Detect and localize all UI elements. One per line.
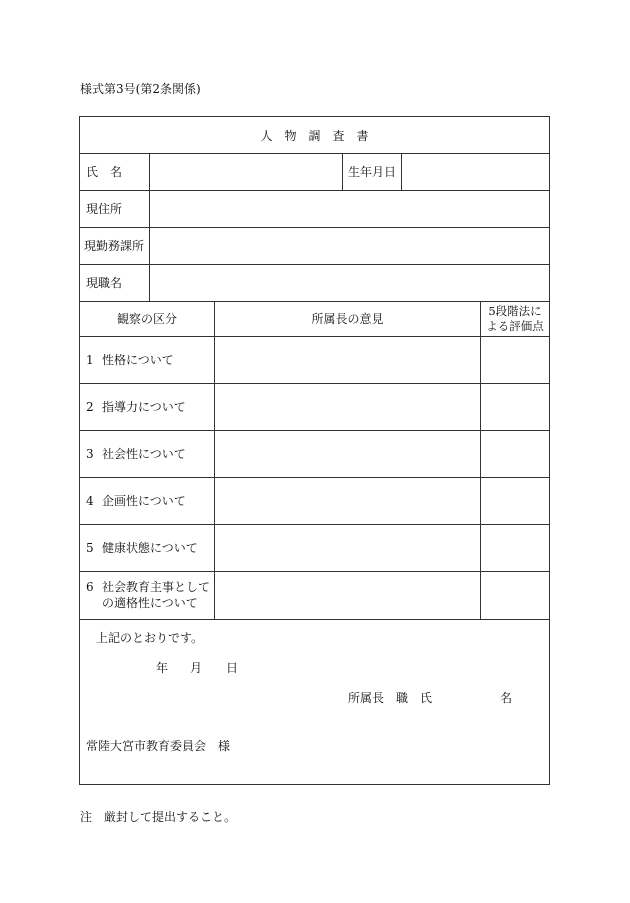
- note-text: 注 厳封して提出すること。: [80, 810, 237, 824]
- birthdate-label: 生年月日: [347, 165, 396, 179]
- workplace-field[interactable]: [150, 227, 549, 264]
- row-number: 1: [86, 352, 94, 367]
- category-header: 観察の区分: [116, 312, 177, 326]
- workplace-label: 現勤務課所: [84, 239, 145, 253]
- row-number: 2: [86, 399, 94, 414]
- opinion-header: 所属長の意見: [311, 312, 384, 326]
- position-label: 現職名: [86, 276, 123, 290]
- addressee: 常陸大宮市教育委員会 様: [86, 738, 231, 753]
- row-label: 健康状態について: [102, 541, 198, 555]
- month-label: 月: [190, 660, 203, 675]
- address-label: 現住所: [86, 202, 123, 216]
- position-field[interactable]: [150, 264, 549, 301]
- row-label-line2: の適格性について: [102, 596, 198, 610]
- score-header: [481, 301, 549, 336]
- table-row: [86, 477, 212, 524]
- form-title: 人 物 調 査 書: [260, 128, 369, 143]
- score-header-line1: 5段階法に: [488, 303, 542, 318]
- row-label: 企画性について: [102, 494, 186, 508]
- name-field[interactable]: [150, 153, 341, 190]
- year-label: 年: [156, 660, 169, 675]
- form-number-label: 様式第3号(第2条関係): [80, 82, 201, 96]
- table-row: [86, 430, 212, 477]
- row-number: 5: [86, 540, 94, 555]
- score-header-line2: よる評価点: [486, 318, 544, 333]
- row-label: 性格について: [102, 353, 174, 367]
- row-label: 社会性について: [102, 447, 186, 461]
- signer-suffix: 名: [500, 690, 513, 705]
- table-row: [86, 524, 212, 571]
- address-field[interactable]: [150, 190, 549, 227]
- table-row: [86, 336, 212, 383]
- investigation-form: [79, 116, 550, 785]
- day-label: 日: [226, 660, 239, 675]
- row-number: 3: [86, 446, 94, 461]
- birthdate-field[interactable]: [402, 153, 549, 190]
- row-label: 指導力について: [102, 400, 186, 414]
- table-row: [86, 571, 212, 619]
- statement-text: 上記のとおりです。: [96, 630, 204, 645]
- table-row: [86, 383, 212, 430]
- row-label: 社会教育主事として: [102, 580, 211, 594]
- signer-label: 所属長 職 氏: [348, 690, 433, 705]
- row-number: 4: [86, 493, 94, 508]
- name-label: 氏 名: [86, 165, 123, 179]
- row-number: 6: [86, 580, 94, 594]
